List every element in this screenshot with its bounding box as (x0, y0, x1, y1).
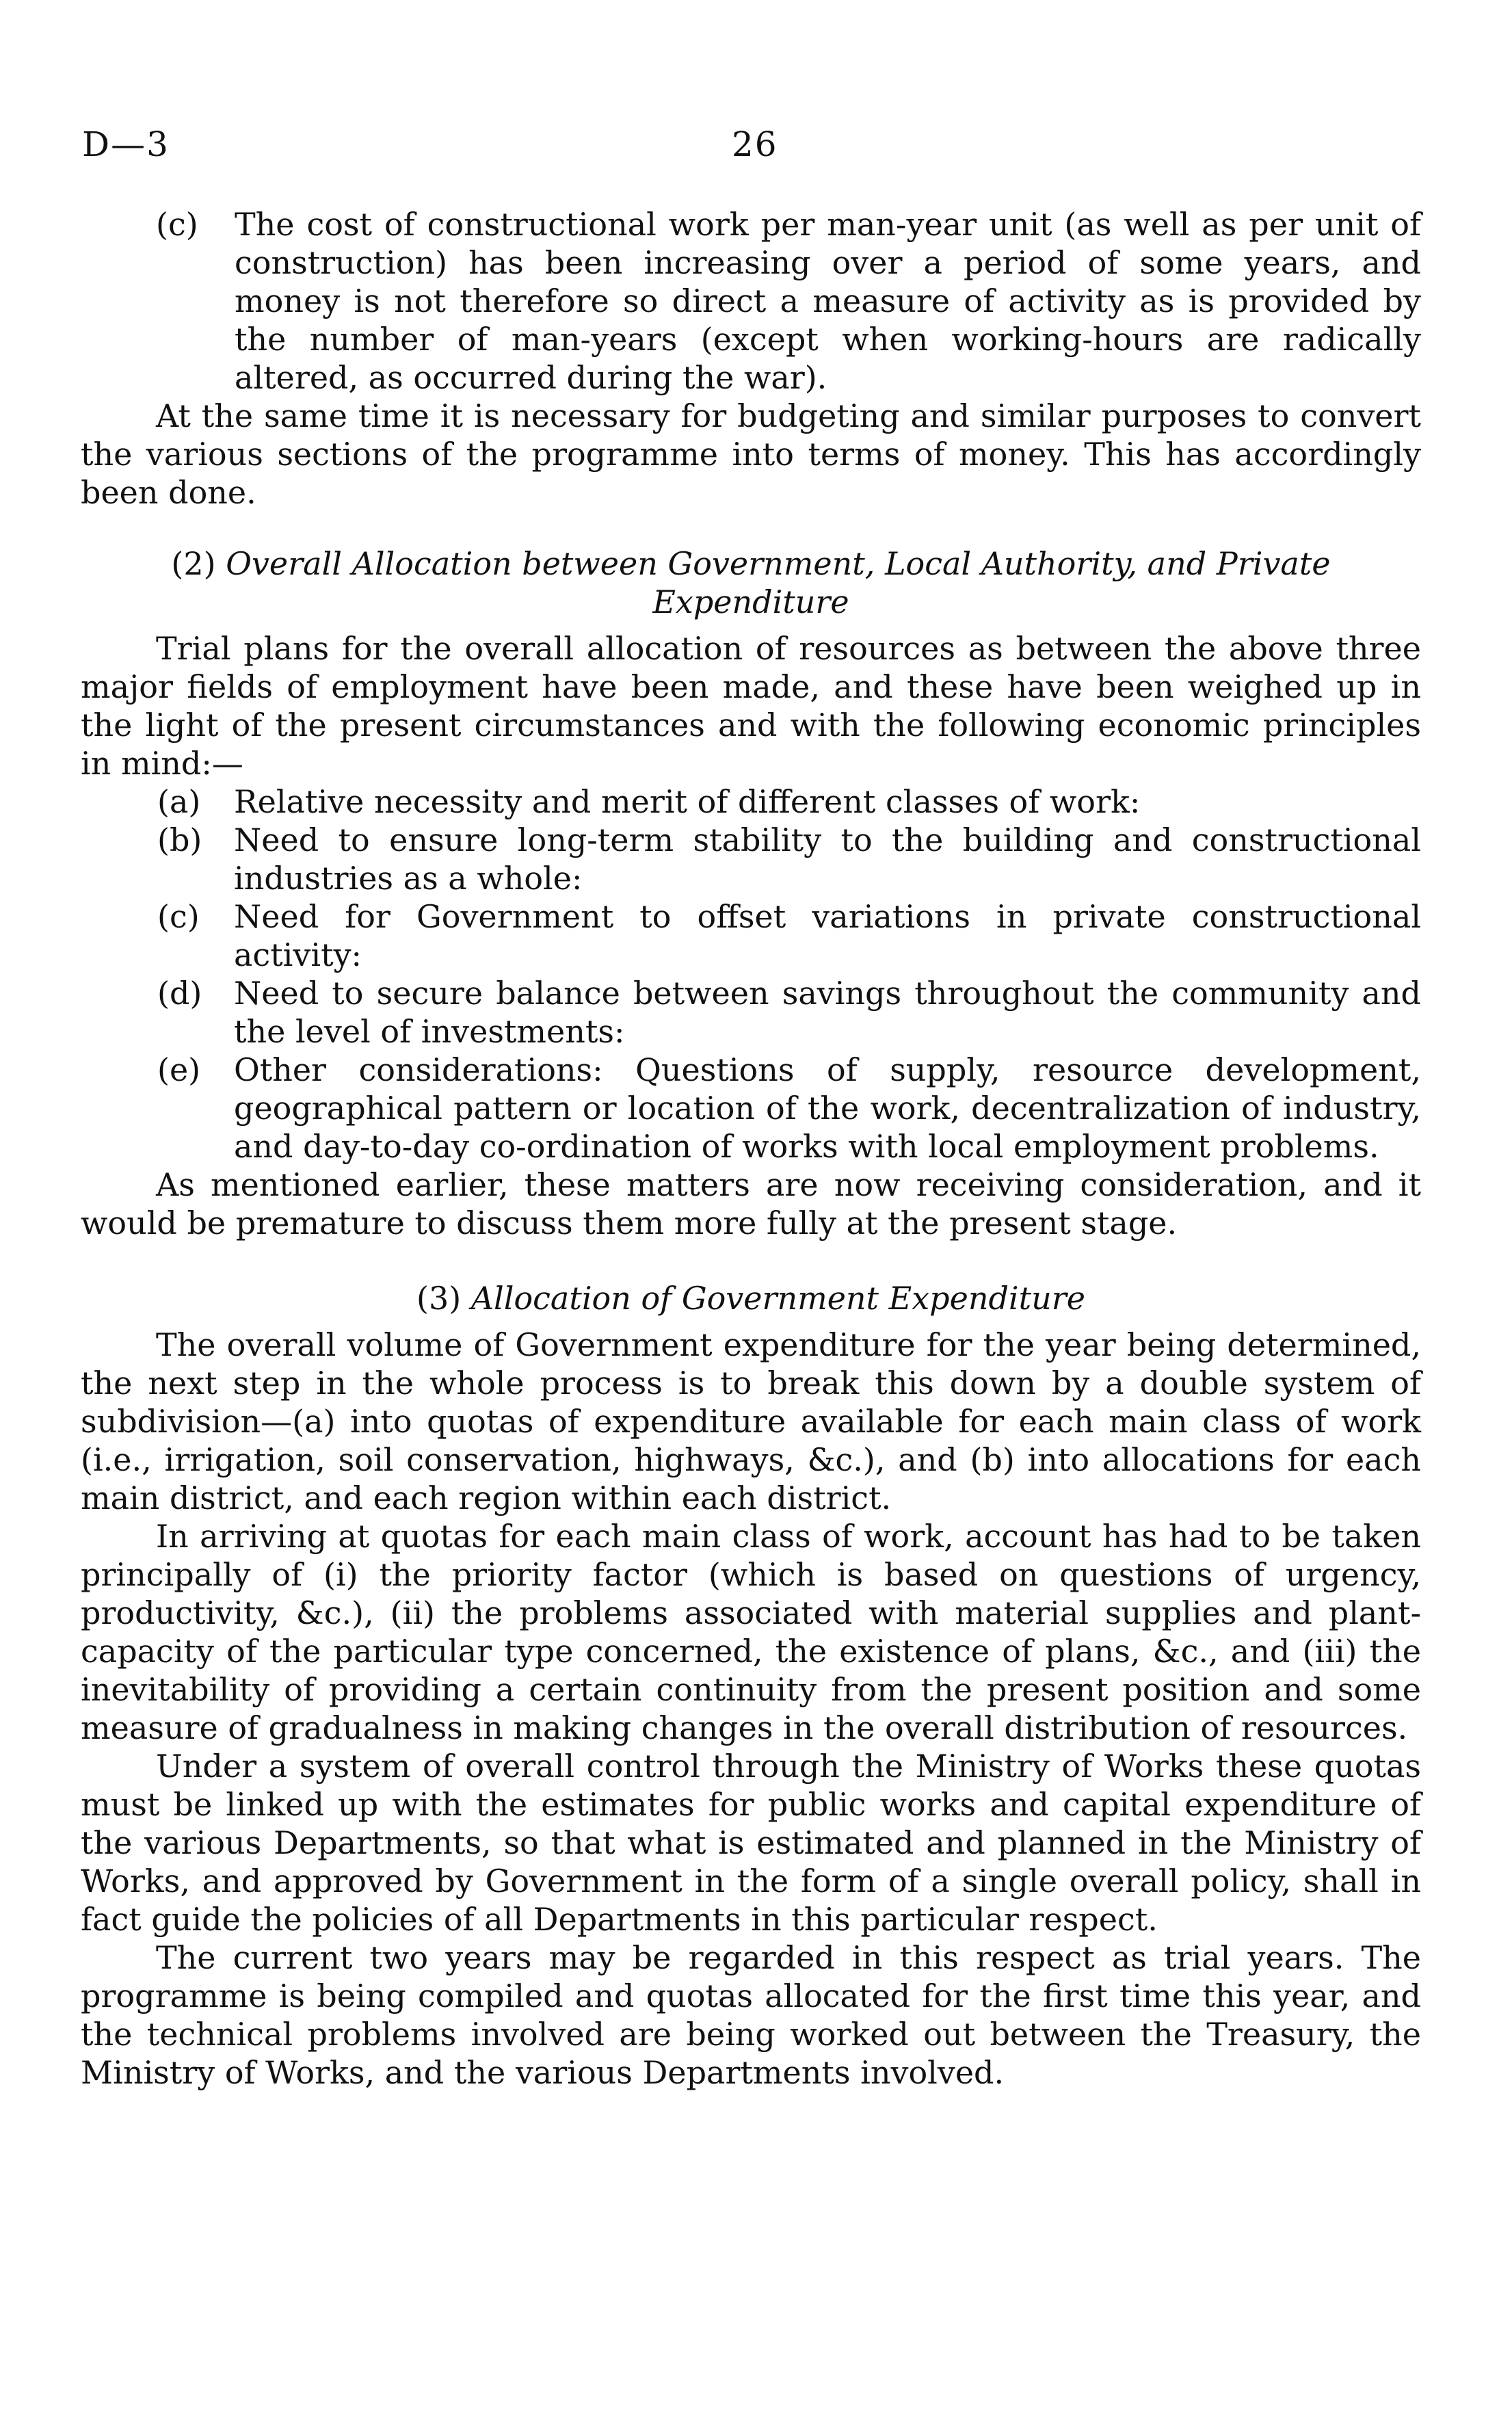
section-2-closing-paragraph: As mentioned earlier, these matters are now receiving consideration, and it would be premature to discuss them more fully at the present stage. (81, 1166, 1421, 1241)
document-code: D—3 (82, 124, 170, 164)
page-number: 26 (732, 124, 778, 164)
section-title: Allocation of Government Expenditure (470, 1280, 1085, 1317)
section-2-paragraph: Trial plans for the overall allocation of resources as between the above three major fields of employment have been made, and these have been weighed up in the light of the present circumstances and with the following economic principles in mind:— (81, 630, 1421, 782)
list-item-label: (b) (157, 822, 202, 858)
section-3-paragraph: Under a system of overall control through the Ministry of Works these quotas must be linked up with the estimates for public works and capital expenditure of the various Departments, so that what is estimated and planned in the Ministry of Works, and approved by Government in the form of a single overall policy, shall in fact guide the policies of all Departments in this particular respect. (81, 1748, 1421, 1938)
list-item (157, 1051, 1421, 1166)
section-3-heading (81, 1279, 1421, 1317)
list-item-text: Relative necessity and merit of different classes of work: (234, 783, 1141, 820)
list-item-label: (c) (156, 206, 198, 243)
section-3-paragraph: The current two years may be regarded in this respect as trial years. The programme is being compiled and quotas allocated for the first time this year, and the technical problems involved are being worked out between the Treasury, the Ministry of Works, and the various Departments involved. (81, 1939, 1421, 2091)
list-item (157, 897, 1421, 974)
section-2-heading (81, 544, 1421, 621)
list-item-text: Need to secure balance between savings throughout the community and the level of investments: (234, 975, 1421, 1050)
list-item-label: (a) (157, 783, 201, 820)
intro-list-item (156, 205, 1421, 397)
section-number: (3) (416, 1280, 462, 1317)
list-item-text: Need to ensure long-term stability to the building and constructional industries as a whole: (234, 822, 1421, 897)
list-item (157, 821, 1421, 897)
section-title: Overall Allocation between Government, Local Authority, and Private Expenditure (226, 545, 1331, 620)
intro-paragraph: At the same time it is necessary for budgeting and similar purposes to convert the various sections of the programme into terms of money. This has accordingly been done. (81, 397, 1421, 511)
list-item-text: The cost of constructional work per man-year unit (as well as per unit of construction) has been increasing over a period of some years, and money is not therefore so direct a measure of activity as is provided by the number of man-years (except when working-hours are radically altered, as occurred during the war). (235, 206, 1421, 396)
page-body (81, 205, 1421, 2092)
section-3-paragraph: The overall volume of Government expenditure for the year being determined, the next step in the whole process is to break this down by a double system of subdivision—(a) into quotas of expenditure available for each main class of work (i.e., irrigation, soil conservation, highways, &c.), and (b) into allocations for each main district, and each region within each district. (81, 1326, 1421, 1516)
list-item-text: Need for Government to offset variations in private constructional activity: (234, 898, 1421, 973)
list-item (157, 974, 1421, 1051)
section-3-paragraph: In arriving at quotas for each main class of work, account has had to be taken principally of (i) the priority factor (which is based on questions of urgency, productivity, &c.), (ii) the problems associated with material supplies and plant-capacity of the particular type concerned, the existence of plans, &c., and (iii) the inevitability of providing a certain continuity from the present position and some measure of gradualness in making changes in the overall distribution of resources. (81, 1518, 1421, 1746)
list-item-text: Other considerations: Questions of supply, resource development, geographical pattern or location of the work, decentralization of industry, and day-to-day co-ordination of works with local employment problems. (234, 1051, 1421, 1165)
list-item (157, 783, 1421, 821)
list-item-label: (c) (157, 898, 200, 935)
section-number: (2) (171, 545, 216, 582)
list-item-label: (e) (157, 1051, 201, 1088)
list-item-label: (d) (157, 975, 202, 1012)
